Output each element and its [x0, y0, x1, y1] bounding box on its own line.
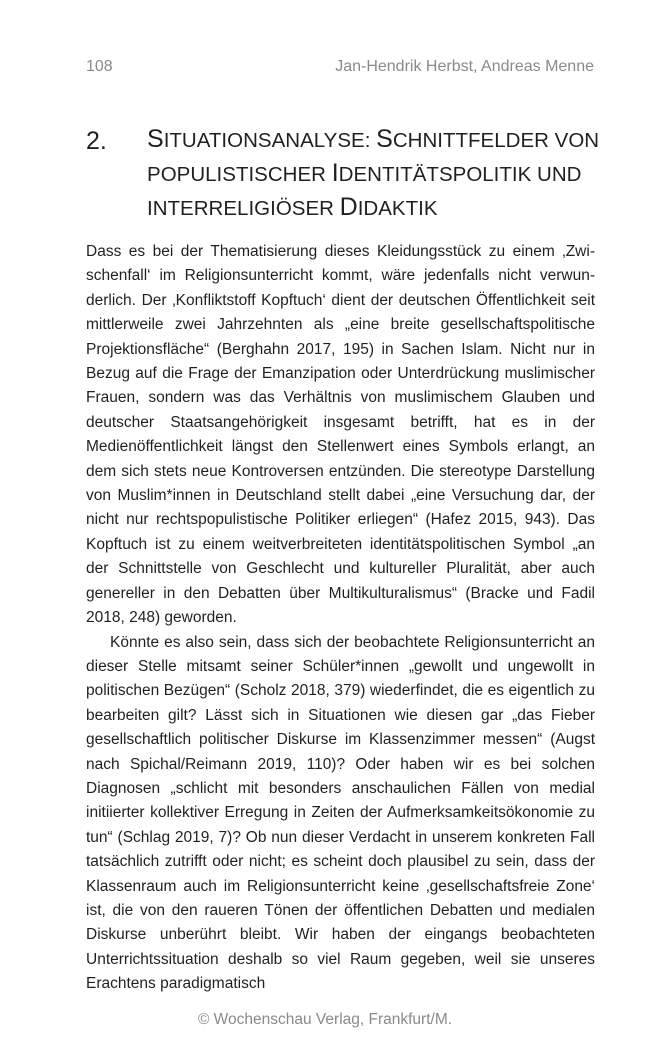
paragraph: Dass es bei der Thematisierung dieses Kleidungsstück zu einem ‚Zwischenfall‘ im Religionsunterricht kommt, wäre jedenfalls nicht verwunderlich. Der ‚Konfliktstoff Kopftuch‘ dient der deutschen Öffentlichkeit seit mittlerweile zwei Jahrzehnten als „eine breite gesellschaftspolitische Projektionsfläche“ (Berghahn 2017, 195) in Sachen Islam. Nicht nur in Bezug auf die Frage der Emanzipation oder Unterdrückung muslimischer Frauen, sondern was das Verhältnis von muslimischem Glauben und deutscher Staatsangehörigkeit insgesamt betrifft, hat es in der Medienöffentlichkeit längst den Stellenwert eines Symbols erlangt, an dem sich stets neue Kontroversen entzünden. Die stereotype Darstellung von Muslim*innen in Deutschland stellt dabei „eine Versuchung dar, der nicht nur rechtspopulistische Politiker erliegen“ (Hafez 2015, 943). Das Kopftuch ist zu einem weitverbreiteten identitätspolitischen Symbol „an der Schnittstelle von Geschlecht und kultureller Pluralität, aber auch genereller in den Debatten über Multikulturalismus“ (Bracke und Fadil 2018, 248) geworden.: [86, 243, 595, 627]
section-title-line: POPULISTISCHER IDENTITÄTSPOLITIK UND: [147, 159, 582, 187]
running-header-authors: Jan-Hendrik Herbst, Andreas Menne: [335, 58, 594, 75]
section-title: [147, 123, 607, 225]
paragraph: Könnte es also sein, dass sich der beobachtete Religionsunterricht an dieser Stelle mitsamt seiner Schüler*innen „gewollt und ungewollt in politischen Bezügen“ (Scholz 2018, 379) wiederfindet, die es eigentlich zu bearbeiten gilt? Lässt sich in Situationen wie diesen gar „das Fieber gesellschaftlich politischer Diskurse im Klassenzimmer messen“ (Augst nach Spichal/Reimann 2019, 110)? Oder haben wir es bei solchen Diagnosen „schlicht mit besonders anschaulichen Fällen von medial initiierter kollektiver Erregung in Zeiten der Aufmerksamkeitsökonomie zu tun“ (Schlag 2019, 7)? Ob nun dieser Verdacht in unserem konkreten Fall tatsächlich zutrifft oder nicht; es scheint doch plausibel zu sein, dass der Klassenraum auch im Religionsunterricht keine ‚gesellschaftsfreie Zone‘ ist, die von den raueren Tönen der öffentlichen Debatten und medialen Diskurse unberührt bleibt. Wir haben der eingangs beobachteten Unterrichtssituation deshalb so viel Raum gegeben, weil sie unseres Erachtens paradigmatisch: [86, 633, 595, 993]
page-number: 108: [86, 58, 113, 75]
section-title-line: SITUATIONSANALYSE: SCHNITTFELDER VON: [147, 125, 600, 153]
section-number: 2.: [86, 127, 107, 155]
copyright-footer: © Wochenschau Verlag, Frankfurt/M.: [197, 1011, 453, 1028]
body-text: [86, 240, 595, 997]
section-title-line: INTERRELIGIÖSER DIDAKTIK: [147, 193, 438, 221]
